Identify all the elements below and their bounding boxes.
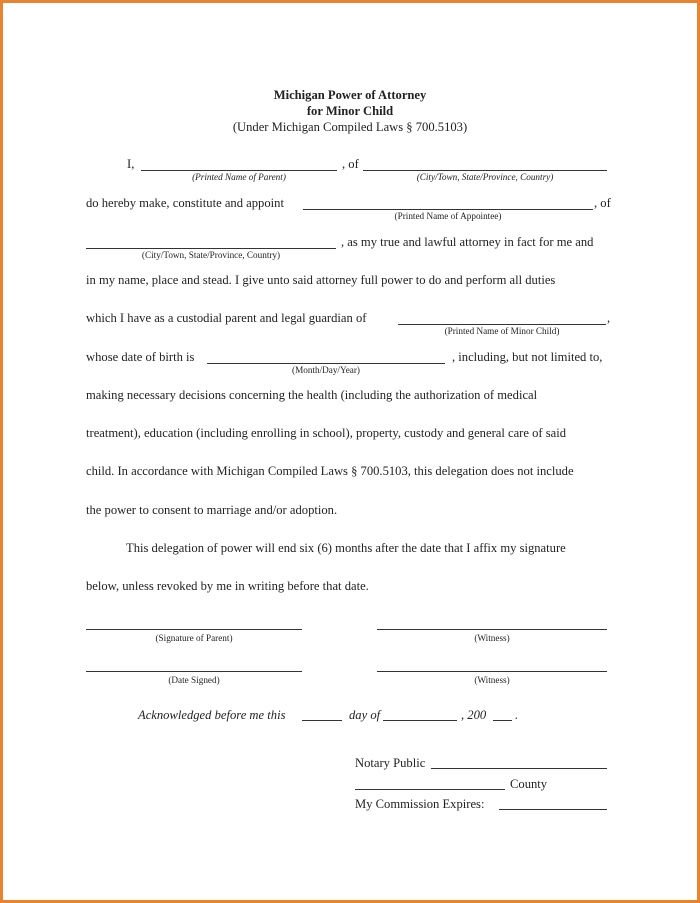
document-title-line2: for Minor Child <box>306 104 394 118</box>
caption-witness-2: (Witness) <box>474 675 510 685</box>
caption-city-state-1: (City/Town, State/Province, Country) <box>416 172 554 182</box>
dob-blank[interactable] <box>207 363 445 364</box>
ack-day-blank[interactable] <box>302 720 342 721</box>
text-line-11: This delegation of power will end six (6) months after the date that I affix my signature <box>126 541 566 555</box>
caption-printed-name-appointee: (Printed Name of Appointee) <box>394 211 502 221</box>
witness-1-line[interactable] <box>377 629 607 630</box>
text-county: County <box>510 777 548 791</box>
text-i: I, <box>127 157 135 171</box>
text-line-5: which I have as a custodial parent and legal guardian of <box>86 311 367 325</box>
text-comma-1: , <box>607 311 611 325</box>
appointee-name-blank[interactable] <box>303 209 593 210</box>
text-appoint: do hereby make, constitute and appoint <box>86 196 284 210</box>
appointee-city-blank[interactable] <box>86 248 336 249</box>
text-year-prefix: , 200 <box>461 708 487 722</box>
caption-date-signed: (Date Signed) <box>168 675 220 685</box>
caption-printed-name-parent: (Printed Name of Parent) <box>192 172 286 182</box>
document-subtitle: (Under Michigan Compiled Laws § 700.5103) <box>232 120 468 134</box>
text-line-9: child. In accordance with Michigan Compiled Laws § 700.5103, this delegation does not include <box>86 464 574 478</box>
ack-year-blank[interactable] <box>493 720 512 721</box>
text-period: . <box>515 708 519 722</box>
text-of-1: , of <box>342 157 359 171</box>
text-line-10: the power to consent to marriage and/or adoption. <box>86 503 338 517</box>
text-day-of: day of <box>349 708 381 722</box>
county-line[interactable] <box>355 789 505 790</box>
text-of-2: , of <box>594 196 611 210</box>
parent-name-blank[interactable] <box>141 170 337 171</box>
caption-printed-name-minor: (Printed Name of Minor Child) <box>444 326 560 336</box>
date-signed-line[interactable] <box>86 671 302 672</box>
parent-city-blank[interactable] <box>363 170 607 171</box>
caption-signature-of-parent: (Signature of Parent) <box>155 633 233 643</box>
text-line-4: in my name, place and stead. I give unto said attorney full power to do and perform all duties <box>86 273 556 287</box>
text-commission-expires: My Commission Expires: <box>355 797 485 811</box>
document-title-line1: Michigan Power of Attorney <box>273 88 427 102</box>
notary-public-line[interactable] <box>431 768 607 769</box>
minor-name-blank[interactable] <box>398 324 606 325</box>
caption-city-state-2: (City/Town, State/Province, Country) <box>141 250 281 260</box>
parent-signature-line[interactable] <box>86 629 302 630</box>
text-including: , including, but not limited to, <box>452 350 603 364</box>
commission-expires-line[interactable] <box>499 809 607 810</box>
text-line-8: treatment), education (including enrolling in school), property, custody and general care of said <box>86 426 567 440</box>
text-line-7: making necessary decisions concerning the health (including the authorization of medical <box>86 388 538 402</box>
text-true-lawful: , as my true and lawful attorney in fact for me and <box>341 235 594 249</box>
text-acknowledged: Acknowledged before me this <box>138 708 286 722</box>
text-dob: whose date of birth is <box>86 350 195 364</box>
caption-witness-1: (Witness) <box>474 633 510 643</box>
witness-2-line[interactable] <box>377 671 607 672</box>
text-line-12: below, unless revoked by me in writing before that date. <box>86 579 369 593</box>
ack-month-blank[interactable] <box>383 720 457 721</box>
caption-month-day-year: (Month/Day/Year) <box>292 365 360 375</box>
text-notary-public: Notary Public <box>355 756 426 770</box>
